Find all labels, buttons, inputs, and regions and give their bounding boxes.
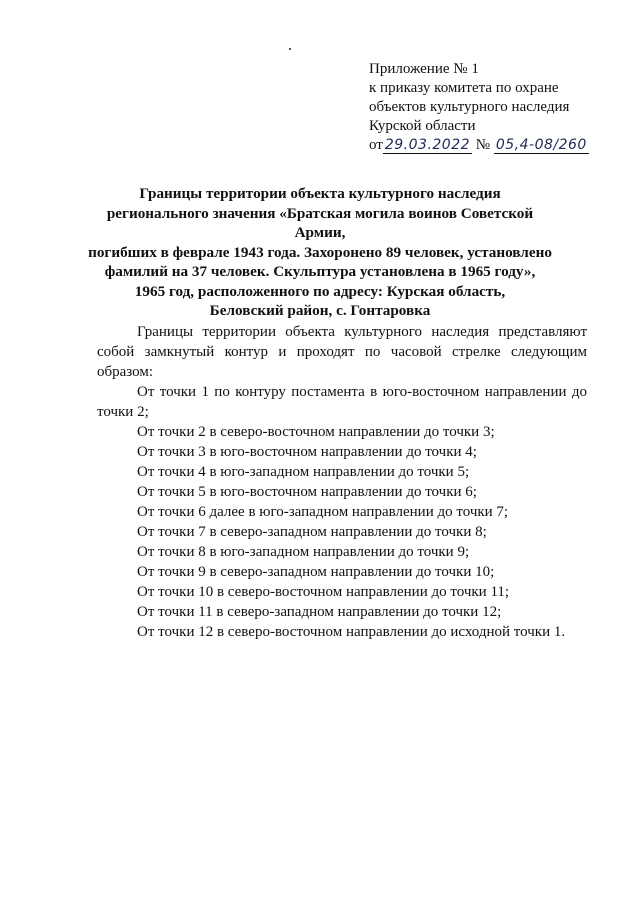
appendix-committee-line: объектов культурного наследия <box>369 99 570 115</box>
intro-paragraph: Границы территории объекта культурного наследия представляют собой замкнутый контур и проходят по часовой стрелке следующим образом: <box>97 324 587 380</box>
title-line: Беловский район, с. Гонтаровка <box>209 302 431 319</box>
appendix-region-line: Курской области <box>369 118 476 134</box>
boundary-point-item: От точки 4 в юго-западном направлении до точки 5; <box>137 464 470 480</box>
appendix-header <box>369 60 619 155</box>
scan-speck <box>289 48 291 50</box>
number-label: № <box>475 137 491 153</box>
boundary-point-item: От точки 1 по контуру постамента в юго-восточном направлении до точки 2; <box>97 384 587 420</box>
document-title <box>80 184 560 321</box>
appendix-number: Приложение № 1 <box>369 61 479 77</box>
boundary-point-item: От точки 3 в юго-восточном направлении до точки 4; <box>137 444 477 460</box>
from-label: от <box>369 137 383 153</box>
boundary-point-item: От точки 12 в северо-восточном направлении до исходной точки 1. <box>137 624 566 640</box>
appendix-order-line: к приказу комитета по охране <box>369 80 559 96</box>
handwritten-date: 29.03.2022 <box>384 137 471 153</box>
boundary-point-item: От точки 5 в юго-восточном направлении до точки 6; <box>137 484 477 500</box>
boundary-point-item: От точки 11 в северо-западном направлении до точки 12; <box>137 604 502 620</box>
boundary-point-item: От точки 9 в северо-западном направлении до точки 10; <box>137 564 495 580</box>
title-line: 1965 год, расположенного по адресу: Курская область, <box>134 282 506 300</box>
title-line: фамилий на 37 человек. Скульптура установлена в 1965 году», <box>104 263 536 280</box>
boundary-point-item: От точки 2 в северо-восточном направлении до точки 3; <box>137 424 495 440</box>
title-line: погибших в феврале 1943 года. Захоронено 89 человек, установлено <box>88 243 552 261</box>
boundary-point-item: От точки 6 далее в юго-западном направлении до точки 7; <box>137 504 509 520</box>
handwritten-number: 05,4-08/260 <box>495 137 587 153</box>
title-line: Границы территории объекта культурного наследия <box>139 185 501 202</box>
boundary-point-item: От точки 8 в юго-западном направлении до точки 9; <box>137 544 470 560</box>
boundary-point-item: От точки 10 в северо-восточном направлении до точки 11; <box>137 584 510 600</box>
boundary-point-item: От точки 7 в северо-западном направлении до точки 8; <box>137 524 487 540</box>
title-line: регионального значения «Братская могила воинов Советской Армии, <box>106 204 534 241</box>
appendix-date-line <box>369 136 619 155</box>
document-body <box>97 322 587 642</box>
